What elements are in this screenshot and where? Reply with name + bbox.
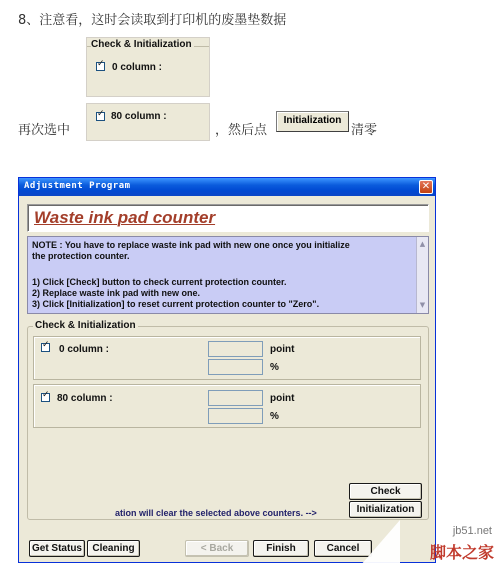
dialog-titlebar[interactable] (19, 178, 435, 196)
snippet-80-column-checkbox (96, 112, 105, 121)
tutorial-clear-zero-text: 清零 (351, 123, 378, 138)
tutorial-select-again-text: 再次选中 (18, 123, 71, 138)
column-80-checkbox[interactable] (41, 393, 50, 402)
note-line: 2) Replace waste ink pad with new one. (32, 288, 201, 298)
column-80-point-field (208, 390, 263, 406)
adjustment-program-dialog (18, 177, 436, 563)
column-80-percent-field (208, 408, 263, 424)
page-title: Waste ink pad counter (34, 208, 216, 227)
tutorial-step-text: 8、注意看，这时会读取到打印机的废墨垫数据 (18, 13, 287, 28)
check-button[interactable]: Check (349, 483, 422, 500)
column-0-checkbox[interactable] (41, 343, 50, 352)
tutorial-then-click-text: ，然后点 (215, 123, 268, 138)
watermark-site: jb51.net (452, 525, 492, 537)
back-button[interactable]: < Back (185, 540, 249, 557)
scroll-down-icon[interactable]: ▼ (419, 301, 426, 309)
cleaning-button[interactable]: Cleaning (87, 540, 140, 557)
column-0-percent-unit: % (270, 362, 279, 373)
header-box (27, 204, 429, 232)
clear-note-text: ation will clear the selected above counters. --> (115, 508, 317, 518)
finish-button[interactable]: Finish (253, 540, 309, 557)
column-80-label: 80 column : (57, 393, 113, 404)
get-status-button[interactable]: Get Status (29, 540, 85, 557)
snippet-0-column-label: 0 column : (112, 62, 163, 73)
snippet-group-title: Check & Initialization (91, 39, 192, 50)
note-line: 3) Click [Initialization] to reset current protection counter to "Zero". (32, 299, 320, 309)
watermark-brand: 脚本之家 (429, 543, 494, 562)
column-80-percent-unit: % (270, 411, 279, 422)
note-line: the protection counter. (32, 251, 130, 261)
note-line: 1) Click [Check] button to check current protection counter. (32, 277, 287, 287)
column-80-point-unit: point (270, 393, 295, 404)
column-0-label: 0 column : (59, 344, 110, 355)
notes-textarea[interactable] (27, 236, 429, 314)
column-0-point-field (208, 341, 263, 357)
scroll-up-icon[interactable]: ▲ (419, 240, 426, 248)
notes-scrollbar[interactable] (416, 237, 428, 313)
initialization-button[interactable]: Initialization (349, 501, 422, 518)
column-0-point-unit: point (270, 344, 295, 355)
watermark-shape (360, 520, 400, 566)
cancel-button[interactable]: Cancel (314, 540, 372, 557)
snippet-80-column-label: 80 column : (111, 111, 167, 122)
check-initialization-group-title: Check & Initialization (35, 320, 136, 331)
snippet-0-column-checkbox (96, 62, 105, 71)
column-0-percent-field (208, 359, 263, 375)
snippet-group-0-column (86, 37, 210, 97)
snippet-80-column (86, 103, 210, 141)
close-icon[interactable]: ✕ (419, 180, 433, 194)
snippet-initialization-button: Initialization (276, 111, 349, 132)
note-line: NOTE : You have to replace waste ink pad with new one once you initialize (32, 240, 350, 250)
dialog-title: Adjustment Program (24, 181, 131, 191)
